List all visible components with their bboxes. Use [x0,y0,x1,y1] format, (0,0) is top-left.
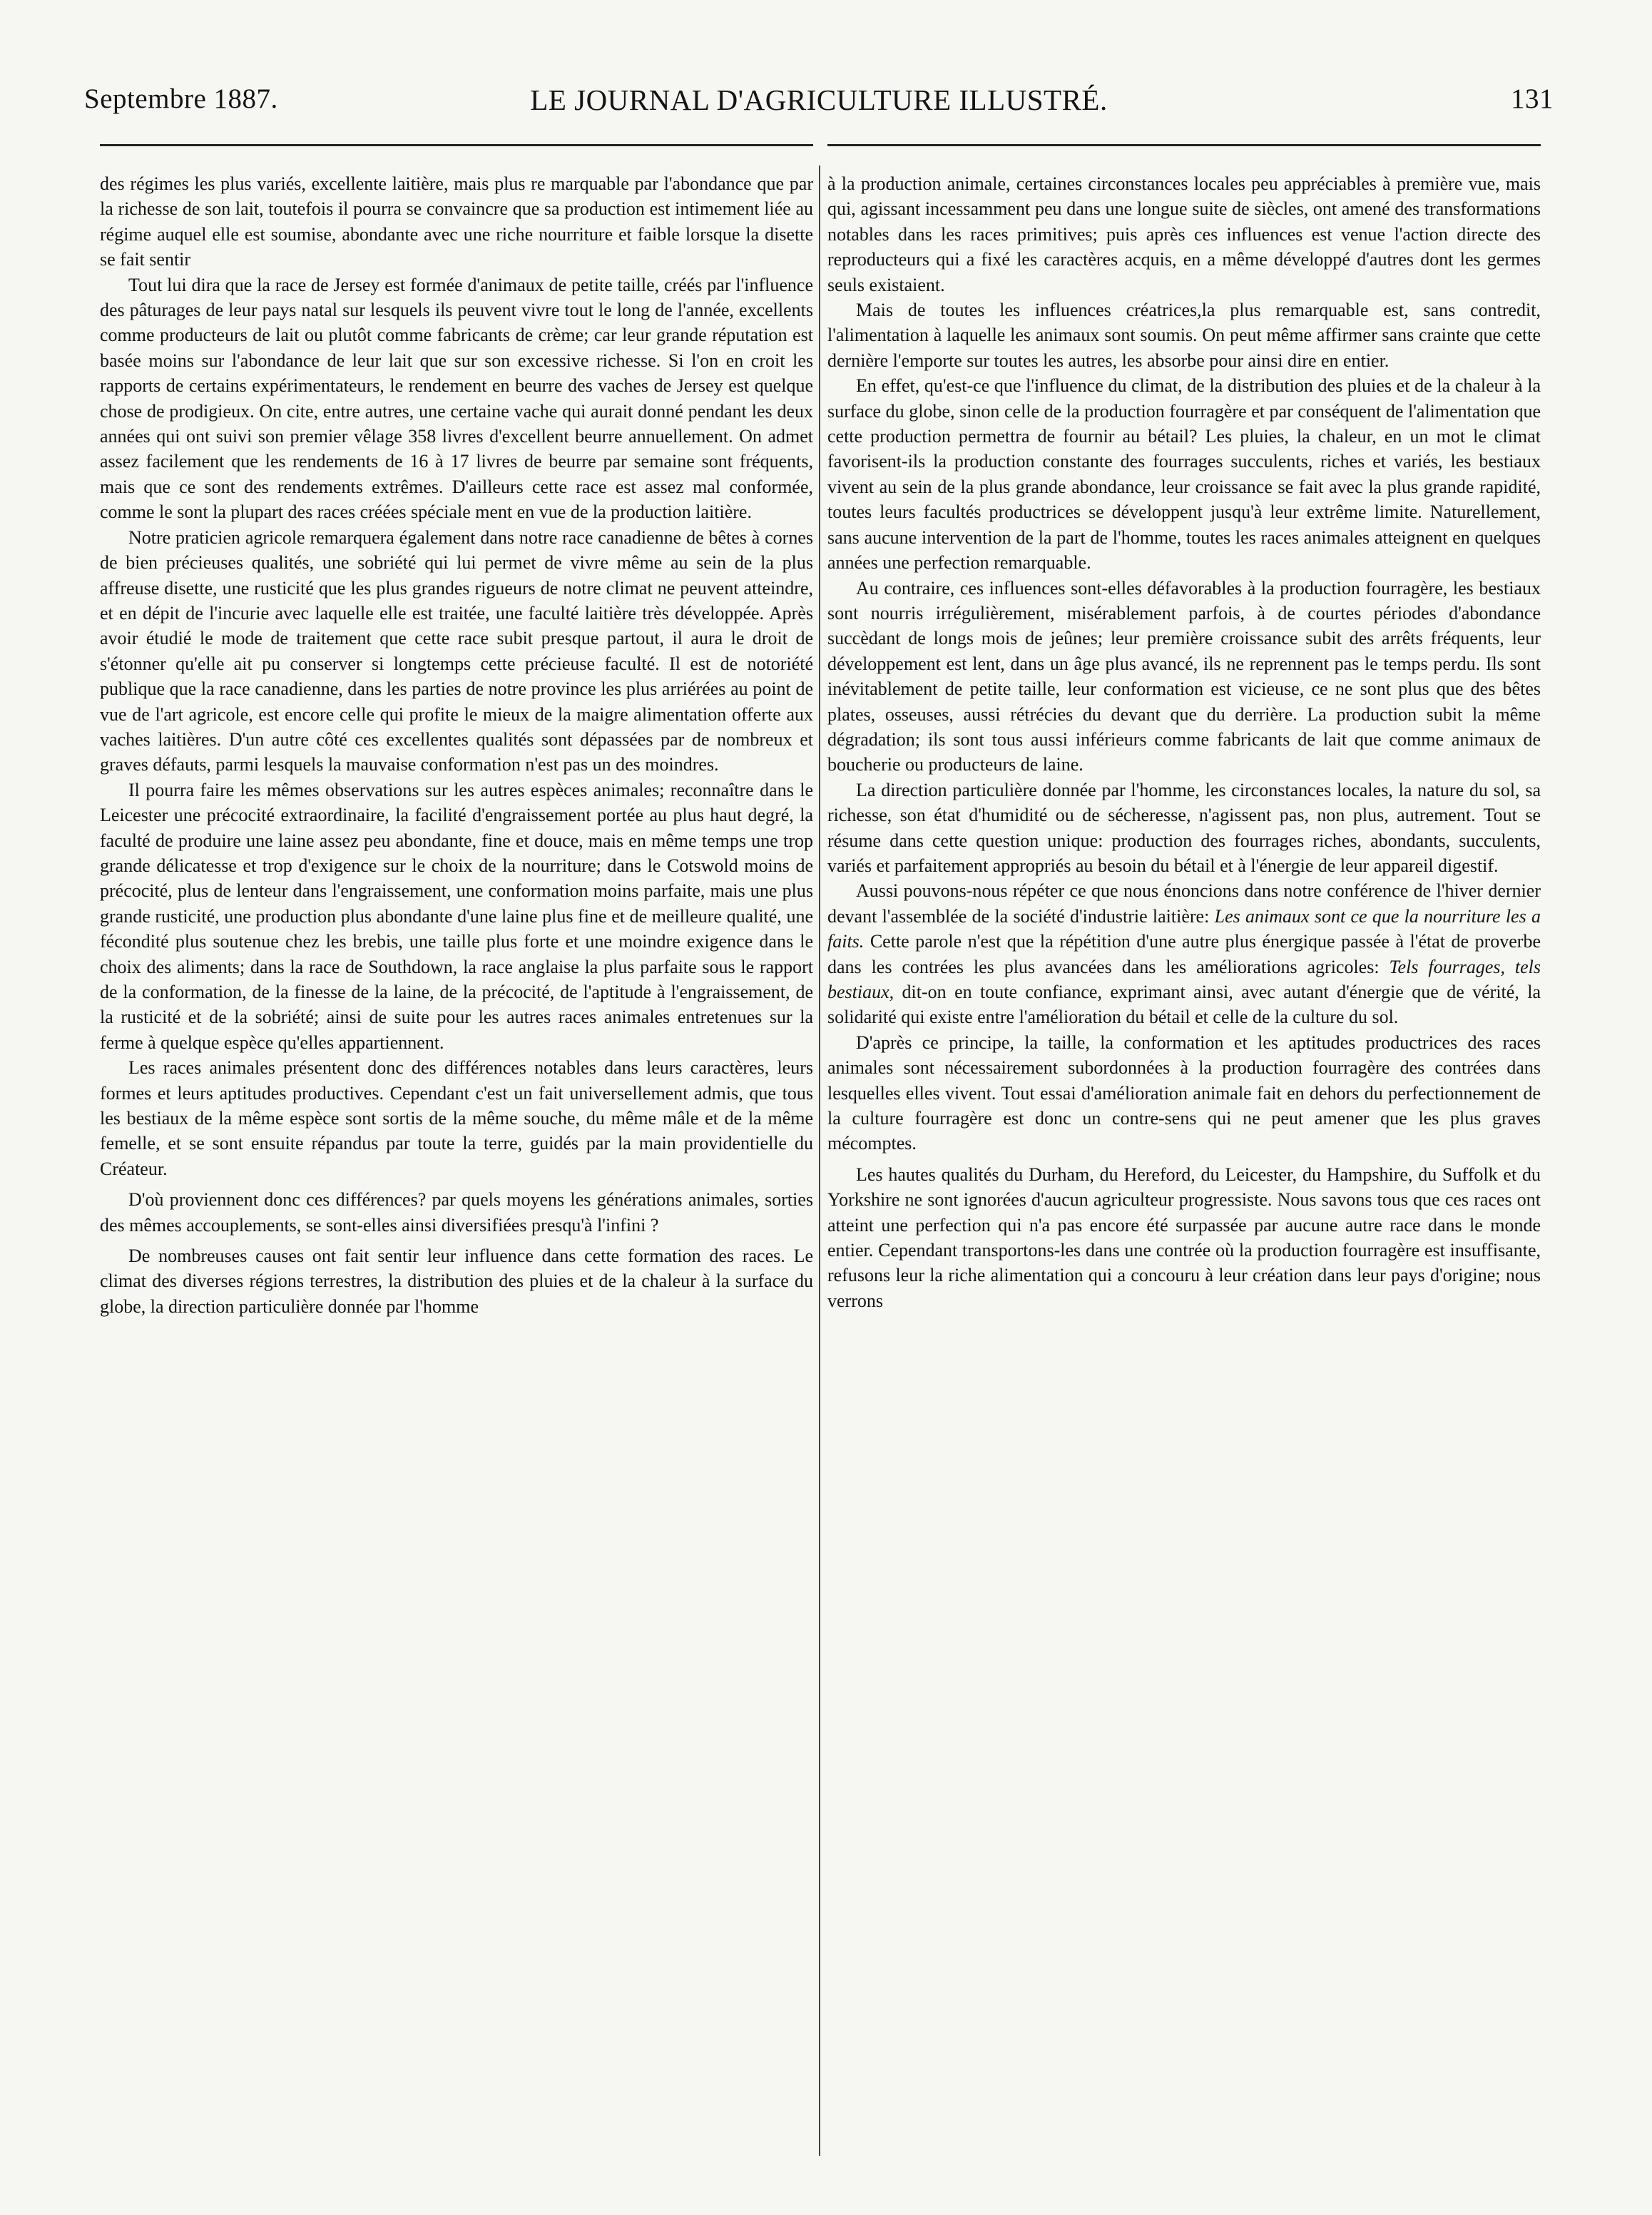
header-rule-left [100,144,813,146]
quote-fourrages: Tels fourrages, tels bestiaux, [827,956,1541,1002]
right-paragraph-1: à la production animale, certaines circonstances locales peu appréciables à première vue, mais qui, agissant incessamment peu dans une longue suite de siècles, ont amené des transformations notables dans les races primitives; puis après ces influences est venue l'action directe des reproducteurs qui a fixé les caractères acquis, en a même développé d'autres dont les germes seuls existaient. [827,173,1541,295]
p6-text-e: dit-on en toute confiance, exprimant ainsi, avec autant d'énergie que de vérité, la solidarité qui existe entre l'amélioration du bétail et celle de la culture du sol. [827,982,1541,1028]
column-divider [819,166,820,2156]
left-paragraph-4: Il pourra faire les mêmes observations sur les autres espèces animales; reconnaître dans le Leicester une précocité extraordinaire, la facilité d'engraissement portée au plus haut degré, la faculté de produire une laine assez peu abondante, fine et douce, mais en même temps une trop grande délicatesse et trop d'exigence sur le choix de la nourriture; dans le Cotswold moins de précocité, plus de lenteur dans l'engraissement, une conformation moins parfaite, mais une plus grande rusticité, une production plus abondante d'une laine plus fine et de meilleure qualité, une fécondité plus soutenue chez les brebis, une taille plus forte et une moindre exigence dans le choix des aliments; dans la race de Southdown, la race anglaise la plus parfaite sous le rapport de la conformation, de la finesse de la laine, de la précocité, de l'aptitude à l'engraissement, de la rusticité et de la sobriété; ainsi de suite pour les autres races animales entretenues sur la ferme à quelque espèce qu'elles appartiennent. [100,779,813,1053]
left-paragraph-6: D'où proviennent donc ces différences? par quels moyens les générations animales, sorties des mêmes accouplements, se sont-elles ainsi diversifiées presqu'à l'infini ? [100,1189,813,1236]
left-column [100,171,813,1319]
right-paragraph-8: Les hautes qualités du Durham, du Hereford, du Leicester, du Hampshire, du Suffolk et du Yorkshire ne sont ignorées d'aucun agriculteur progressiste. Nous savons tous que ces races ont atteint une perfection qui n'a pas encore été surpassée par aucune autre race dans le monde entier. Cependant transportons-les dans une contrée où la production fourragère est insuffisante, refusons leur la riche alimentation qui a concouru à leur création dans leur pays d'origine; nous verrons [827,1163,1541,1311]
header-rule-right [827,144,1541,146]
left-paragraph-2: Tout lui dira que la race de Jersey est formée d'animaux de petite taille, créés par l'influence des pâturages de leur pays natal sur lesquels ils peuvent vivre tout le long de l'année, excellents comme producteurs de lait ou plutôt comme fabricants de crème; car leur grande réputation est basée moins sur l'abondance de leur lait que sur son excessive richesse. Si l'on en croit les rapports de certains expérimentateurs, le rendement en beurre des vaches de Jersey est quelque chose de prodigieux. On cite, entre autres, une certaine vache qui aurait donné pendant les deux années qui ont suivi son premier vêlage 358 livres d'excellent beurre annuellement. On admet assez facilement que les rendements de 16 à 17 livres de beurre par semaine sont fréquents, mais que ce sont des rendements extrêmes. D'ailleurs cette race est assez mal conformée, comme le sont la plupart des races créées spéciale ment en vue de la production laitière. [100,274,813,523]
right-paragraph-2: Mais de toutes les influences créatrices,la plus remarquable est, sans contredit, l'alimentation à laquelle les animaux sont soumis. On peut même affirmer sans crainte que cette dernière l'emporte sur toutes les autres, les absorbe pour ainsi dire en entier. [827,300,1541,371]
right-paragraph-5: La direction particulière donnée par l'homme, les circonstances locales, la nature du sol, sa richesse, son état d'humidité ou de sécheresse, n'agissent pas, non plus, autrement. Tout se résume dans cette question unique: production des fourrages riches, abondants, succulents, variés et parfaitement appropriés au besoin du bétail et à l'énergie de leur appareil digestif. [827,779,1541,876]
right-paragraph-3: En effet, qu'est-ce que l'influence du climat, de la distribution des pluies et de la chaleur à la surface du globe, sinon celle de la production fourragère et par conséquent de l'alimentation que cette production permettra de fournir au bétail? Les pluies, la chaleur, en un mot le climat favorisent-ils la production constante des fourrages succulents, riches et variés, les bestiaux vivent au sein de la plus grande abondance, leur croissance se fait avec la plus grande rapidité, toutes leurs facultés productrices se développent jusqu'à leur extrême limite. Naturellement, sans aucune intervention de la part de l'homme, toutes les races animales atteignent en quelques années une perfection remarquable. [827,375,1541,574]
header-date: Septembre 1887. [84,83,278,114]
left-paragraph-5: Les races animales présentent donc des différences notables dans leurs caractères, leurs formes et leurs aptitudes productives. Cependant c'est un fait universellement admis, que tous les bestiaux de la même espèce sont sortis de la même souche, du même mâle et de la même femelle, et se sont ensuite répandus par toute la terre, guidés par la main providentielle du Créateur. [100,1057,813,1179]
left-paragraph-1: des régimes les plus variés, excellente laitière, mais plus re marquable par l'abondance que par la richesse de son lait, toutefois il pourra se convaincre que sa production est intimement liée au régime auquel elle est soumise, abondante avec une riche nourriture et faible lorsque la disette se fait sentir [100,173,813,270]
quote-animaux: Les animaux sont ce que la nourriture les a faits. [827,905,1541,952]
right-paragraph-6 [827,878,1541,1029]
left-paragraph-7: De nombreuses causes ont fait sentir leur influence dans cette formation des races. Le climat des diverses régions terrestres, la distribution des pluies et de la chaleur à la surface du globe, la direction particulière donnée par l'homme [100,1246,813,1317]
left-paragraph-3: Notre praticien agricole remarquera également dans notre race canadienne de bêtes à cornes de bien précieuses qualités, une sobriété qui lui permet de vivre même au sein de la plus affreuse disette, une rusticité que les plus grandes rigueurs de notre climat ne peuvent atteindre, et en dépit de l'incurie avec laquelle elle est traitée, une faculté laitière très développée. Après avoir étudié le mode de traitement que cette race subit presque partout, il aura le droit de s'étonner qu'elle ait pu conserver si longtemps cette précieuse faculté. Il est de notoriété publique que la race canadienne, dans les parties de notre province les plus arriérées au point de vue de l'art agricole, est encore celle qui profite le mieux de la maigre alimentation offerte aux vaches laitières. D'un autre côté ces excellentes qualités sont dépassées par de nombreux et graves défauts, parmi lesquels la mauvaise conformation n'est pas un des moindres. [100,526,813,775]
right-paragraph-7: D'après ce principe, la taille, la conformation et les aptitudes productrices des races animales sont nécessairement subordonnées à la production fourragère des contrées dans lesquelles elles vivent. Tout essai d'amélioration animale fait en dehors du perfectionnement de la culture fourragère est donc un contre-sens qui ne peut amener que les plus graves mécomptes. [827,1032,1541,1154]
p6-text-c: Cette parole n'est que la répétition d'une autre plus énergique passée à l'état de proverbe dans les contrées les plus avancées dans les améliorations agricoles: [827,931,1541,977]
right-column [827,171,1541,1313]
p6-text-a: Aussi pouvons-nous répéter ce que nous énoncions dans notre conférence de l'hiver dernier devant l'assemblée de la société d'industrie laitière: [827,880,1541,927]
page-number: 131 [1511,83,1554,114]
journal-title: LE JOURNAL D'AGRICULTURE ILLUSTRÉ. [530,83,1108,116]
page-header [84,83,1554,123]
right-paragraph-4: Au contraire, ces influences sont-elles défavorables à la production fourragère, les bestiaux sont nourris irrégulièrement, misérablement parfois, à de courtes périodes d'abondance succèdant de longs mois de jeûnes; leur première croissance subit des arrêts fréquents, leur développement est lent, dans un âge plus avancé, ils ne reprennent pas le temps perdu. Ils sont inévitablement de petite taille, leur conformation est vicieuse, ce ne sont plus que des bêtes plates, osseuses, aussi rétrécies du devant que du derrière. La production subit la même dégradation; ils sont tous aussi inférieurs comme fabricants de lait que comme animaux de boucherie ou producteurs de laine. [827,577,1541,775]
